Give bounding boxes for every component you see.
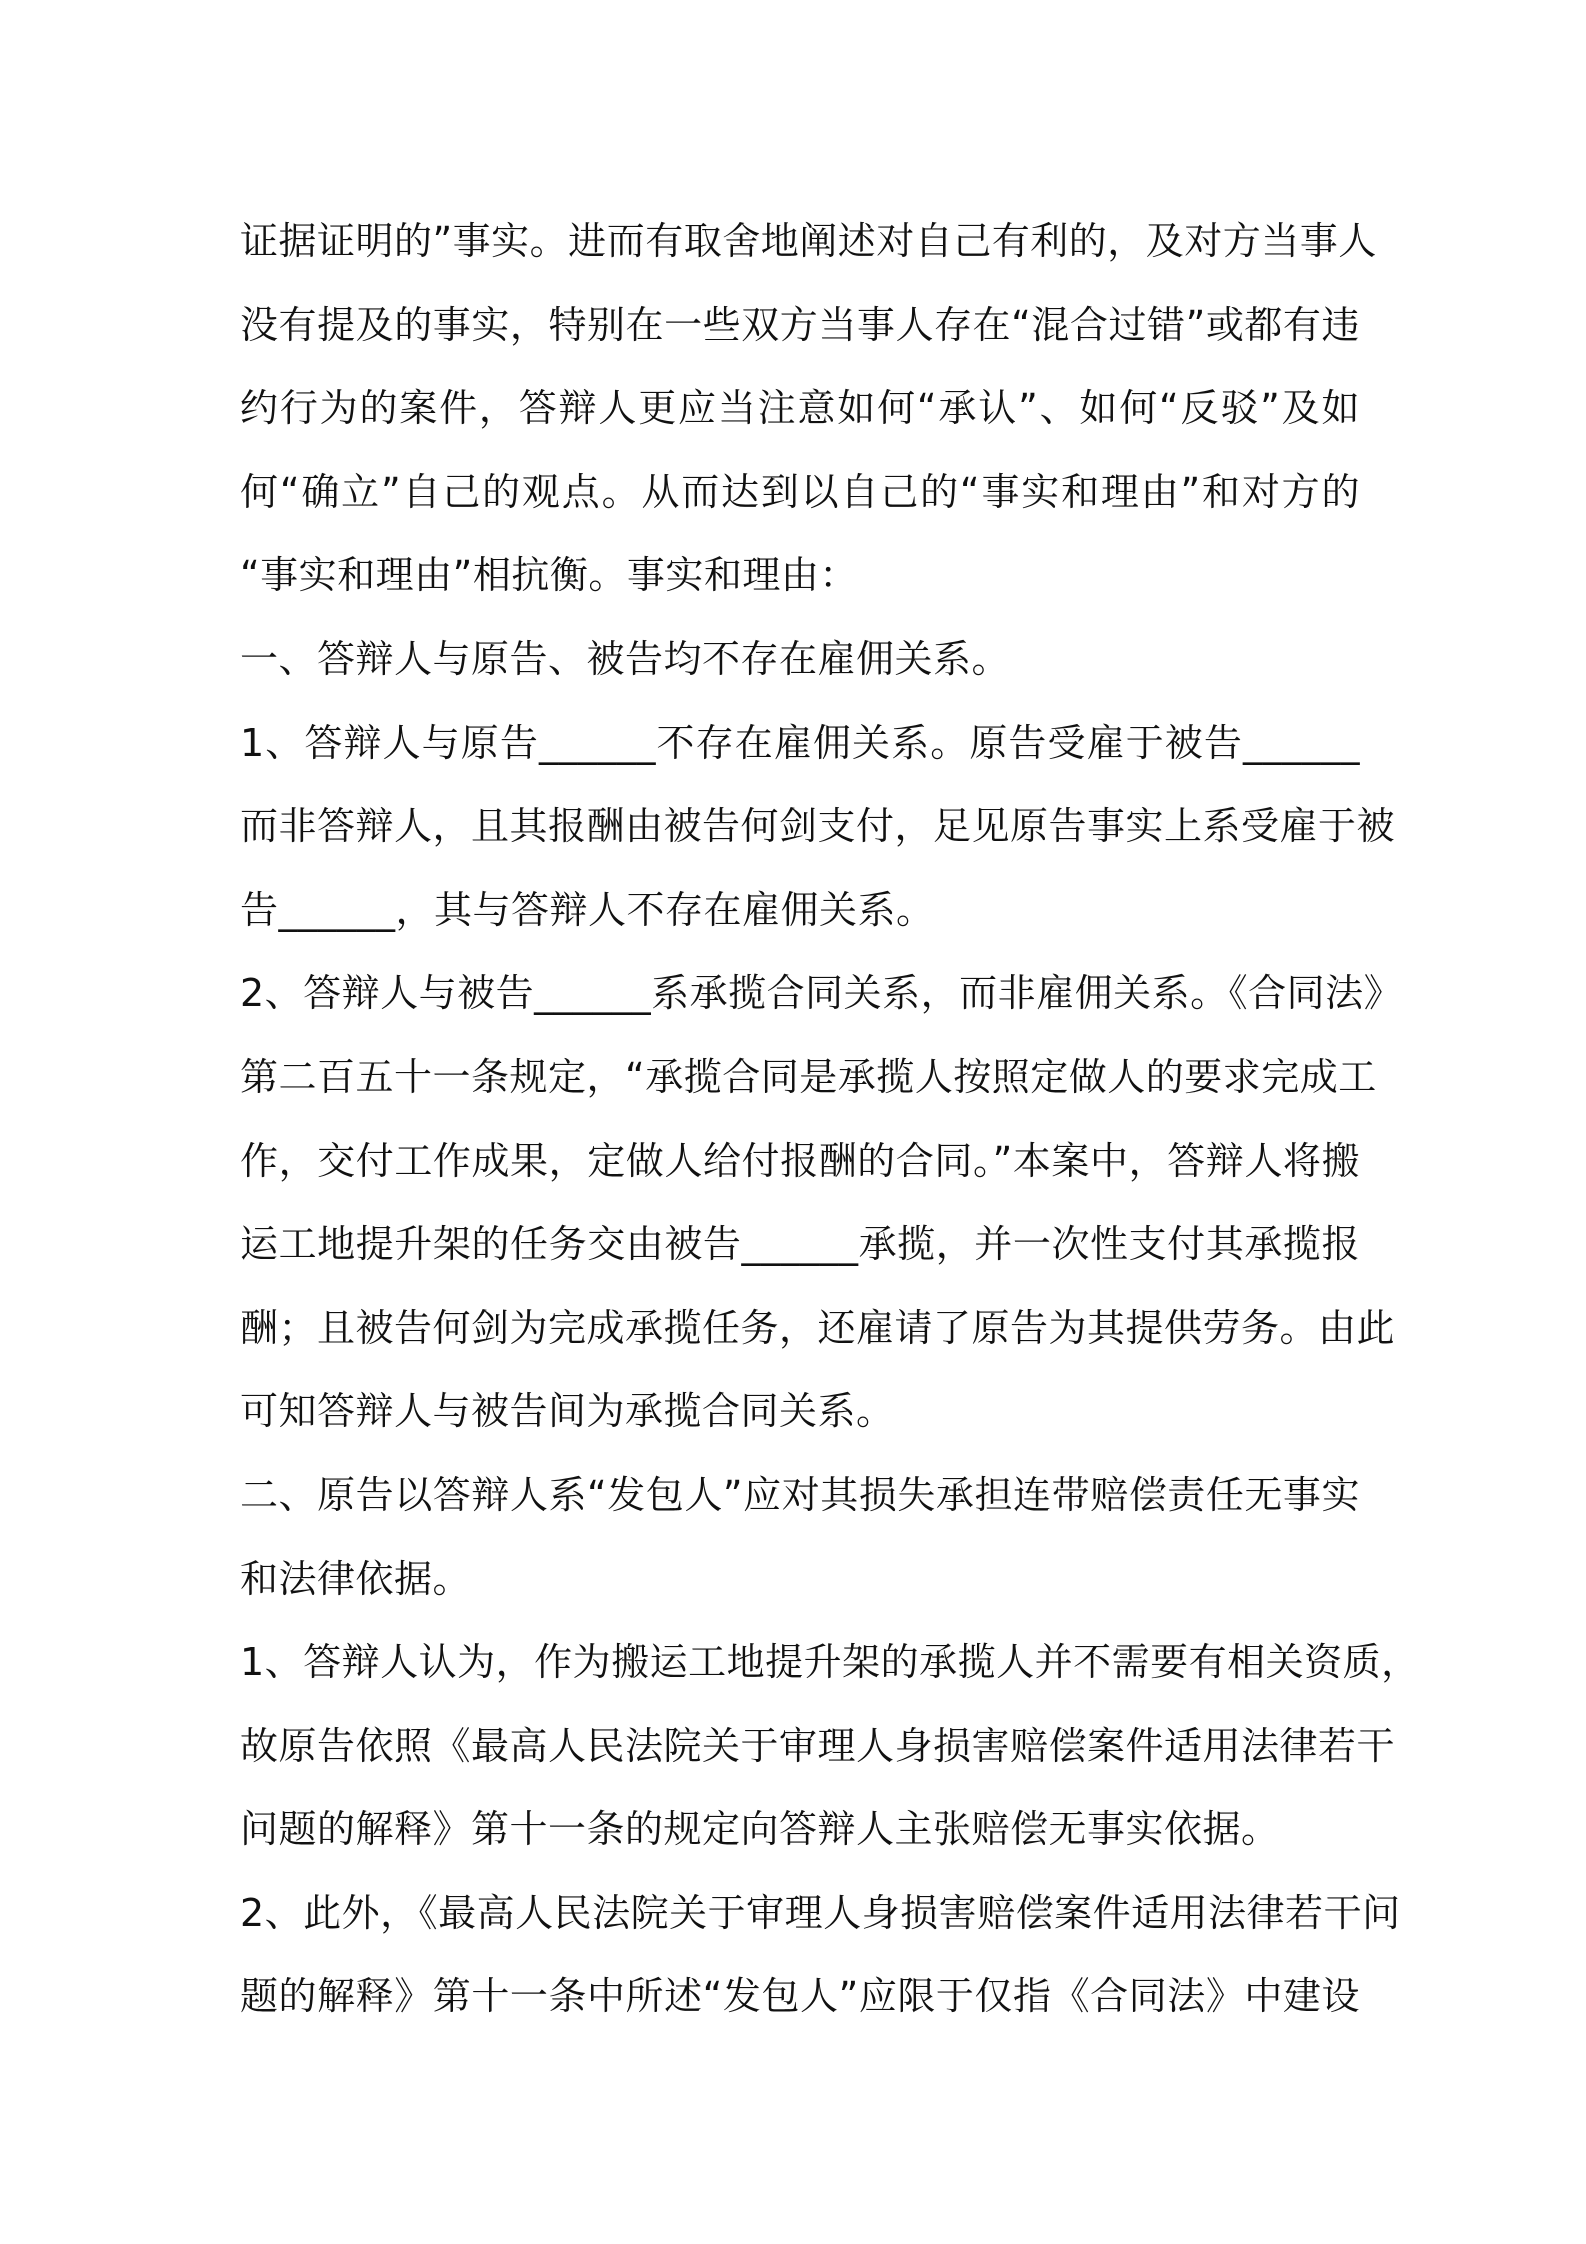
text-line: 题的解释》第十一条中所述“发包人”应限于仅指《合同法》中建设 [240, 1974, 1360, 2019]
text-line: 1、答辩人认为，作为搬运工地提升架的承揽人并不需要有相关资质， [240, 1640, 1420, 1685]
text-line: 2、此外，《最高人民法院关于审理人身损害赔偿案件适用法律若干问 [240, 1890, 1401, 1935]
text-line: 第二百五十一条规定，“承揽合同是承揽人按照定做人的要求完成工 [240, 1054, 1377, 1099]
text-line: 2、答辩人与被告______系承揽合同关系，而非雇佣关系。《合同法》 [240, 971, 1403, 1016]
section-heading: 一、答辩人与原告、被告均不存在雇佣关系。 [240, 636, 1011, 681]
text-line: “事实和理由”相抗衡。事实和理由： [240, 553, 858, 598]
text-line: 作，交付工作成果，定做人给付报酬的合同。”本案中，答辩人将搬 [240, 1138, 1360, 1183]
text-line: 何“确立”自己的观点。从而达到以自己的“事实和理由”和对方的 [240, 469, 1360, 514]
text-line: 和法律依据。 [240, 1556, 472, 1601]
text-line: 而非答辩人，且其报酬由被告何剑支付，足见原告事实上系受雇于被 [240, 804, 1396, 849]
text-line: 1、答辩人与原告______不存在雇佣关系。原告受雇于被告______ [240, 720, 1360, 765]
document-body [240, 200, 1420, 2039]
text-line: 证据证明的”事实。进而有取舍地阐述对自己有利的，及对方当事人 [240, 219, 1377, 263]
text-line: 运工地提升架的任务交由被告______承揽，并一次性支付其承揽报 [240, 1222, 1360, 1267]
section-heading: 二、原告以答辩人系“发包人”应对其损失承担连带赔偿责任无事实 [240, 1472, 1360, 1517]
text-line: 没有提及的事实，特别在一些双方当事人存在“混合过错”或都有违 [240, 302, 1360, 347]
text-line: 故原告依照《最高人民法院关于审理人身损害赔偿案件适用法律若干 [240, 1723, 1396, 1768]
text-line: 可知答辩人与被告间为承揽合同关系。 [240, 1389, 895, 1434]
text-line: 酬；且被告何剑为完成承揽任务，还雇请了原告为其提供劳务。由此 [240, 1305, 1396, 1350]
text-line: 问题的解释》第十一条的规定向答辩人主张赔偿无事实依据。 [240, 1807, 1280, 1852]
text-line: 约行为的案件，答辩人更应当注意如何“承认”、如何“反驳”及如 [240, 386, 1360, 431]
text-line: 告______，其与答辩人不存在雇佣关系。 [240, 887, 935, 932]
